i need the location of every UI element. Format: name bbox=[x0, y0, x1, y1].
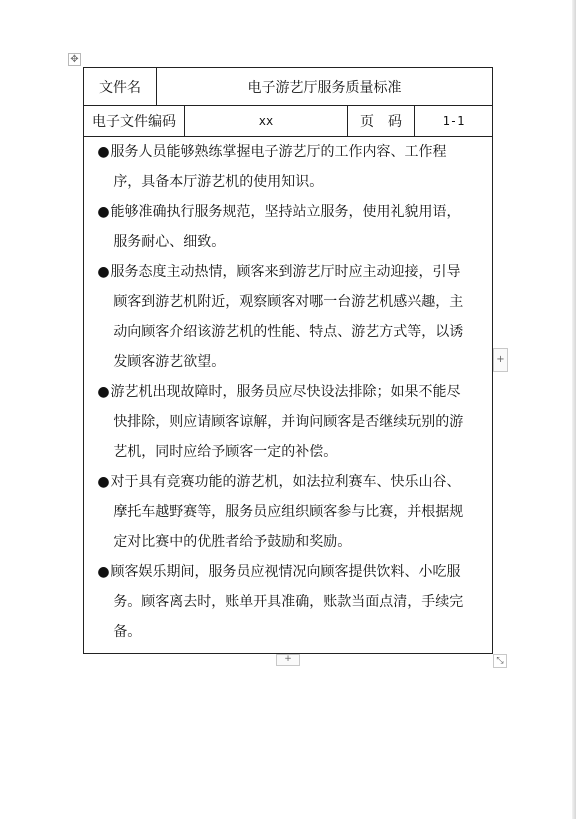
code-value: xx bbox=[185, 105, 348, 136]
bullet-icon: ● bbox=[97, 384, 110, 400]
paragraph-text: 顾客娱乐期间，服务员应视情况向顾客提供饮料、小吃服 bbox=[110, 564, 461, 580]
paragraph-line bbox=[98, 227, 478, 257]
bullet-paragraph bbox=[98, 197, 478, 257]
code-label: 电子文件编码 bbox=[84, 105, 185, 136]
bullet-paragraph bbox=[98, 377, 478, 467]
paragraph-line bbox=[98, 347, 478, 377]
paragraph-text: 游艺机出现故障时，服务员应尽快设法排除；如果不能尽 bbox=[110, 384, 461, 400]
paragraph-line bbox=[98, 467, 478, 497]
add-row-plus-icon[interactable]: + bbox=[276, 654, 300, 666]
paragraph-line bbox=[98, 407, 478, 437]
bullet-icon: ● bbox=[97, 474, 110, 490]
paragraph-text: 服务态度主动热情，顾客来到游艺厅时应主动迎接，引导 bbox=[110, 264, 461, 280]
table-move-handle-icon[interactable]: ✥ bbox=[68, 53, 81, 66]
paragraph-text: 顾客到游艺机附近，观察顾客对哪一台游艺机感兴趣，主 bbox=[113, 294, 464, 310]
paragraph-line bbox=[98, 377, 478, 407]
paragraph-line bbox=[98, 527, 478, 557]
paragraph-text: 序，具备本厅游艺机的使用知识。 bbox=[113, 174, 324, 190]
paragraph-text: 艺机，同时应给予顾客一定的补偿。 bbox=[113, 444, 338, 460]
page-edge bbox=[572, 0, 576, 819]
file-name-label: 文件名 bbox=[84, 68, 157, 105]
paragraph-line bbox=[98, 287, 478, 317]
bullet-paragraph bbox=[98, 137, 478, 197]
paragraph-text: 对于具有竞赛功能的游艺机，如法拉利赛车、快乐山谷、 bbox=[110, 474, 461, 490]
page-value: 1-1 bbox=[442, 113, 465, 128]
paragraph-line bbox=[98, 617, 478, 647]
paragraph-text: 备。 bbox=[113, 624, 142, 640]
paragraph-line bbox=[98, 557, 478, 587]
add-column-plus-icon[interactable]: + bbox=[493, 348, 508, 372]
paragraph-text: 快排除，则应请顾客谅解，并询问顾客是否继续玩别的游 bbox=[113, 414, 464, 430]
paragraph-line bbox=[98, 587, 478, 617]
paragraph-line bbox=[98, 437, 478, 467]
bullet-icon: ● bbox=[97, 204, 110, 220]
title-row bbox=[84, 68, 492, 106]
paragraph-line bbox=[98, 257, 478, 287]
paragraph-line bbox=[98, 137, 478, 167]
paragraph-text: 服务耐心、细致。 bbox=[113, 234, 226, 250]
code-row bbox=[84, 105, 492, 137]
bullet-paragraph bbox=[98, 557, 478, 647]
paragraph-text: 务。顾客离去时，账单开具准确，账款当面点清，手续完 bbox=[113, 594, 464, 610]
file-name-value: 电子游艺厅服务质量标准 bbox=[247, 79, 402, 96]
table-resize-icon[interactable]: ⤡ bbox=[493, 654, 507, 668]
bullet-icon: ● bbox=[97, 564, 110, 580]
paragraph-line bbox=[98, 497, 478, 527]
paragraph-text: 动向顾客介绍该游艺机的性能、特点、游艺方式等，以诱 bbox=[113, 324, 464, 340]
bullet-paragraph bbox=[98, 257, 478, 377]
page-label: 页 码 bbox=[348, 105, 415, 136]
paragraph-line bbox=[98, 197, 478, 227]
paragraph-line bbox=[98, 167, 478, 197]
bullet-icon: ● bbox=[97, 144, 110, 160]
paragraph-text: 服务人员能够熟练掌握电子游艺厅的工作内容、工作程 bbox=[110, 144, 447, 160]
paragraph-line bbox=[98, 317, 478, 347]
paragraph-text: 摩托车越野赛等，服务员应组织顾客参与比赛，并根据规 bbox=[113, 504, 464, 520]
document-table bbox=[83, 67, 493, 654]
paragraph-text: 定对比赛中的优胜者给予鼓励和奖励。 bbox=[113, 534, 352, 550]
paragraph-text: 发顾客游艺欲望。 bbox=[113, 354, 226, 370]
paragraph-text: 能够准确执行服务规范，坚持站立服务，使用礼貌用语， bbox=[110, 204, 461, 220]
bullet-paragraph bbox=[98, 467, 478, 557]
bullet-icon: ● bbox=[97, 264, 110, 280]
